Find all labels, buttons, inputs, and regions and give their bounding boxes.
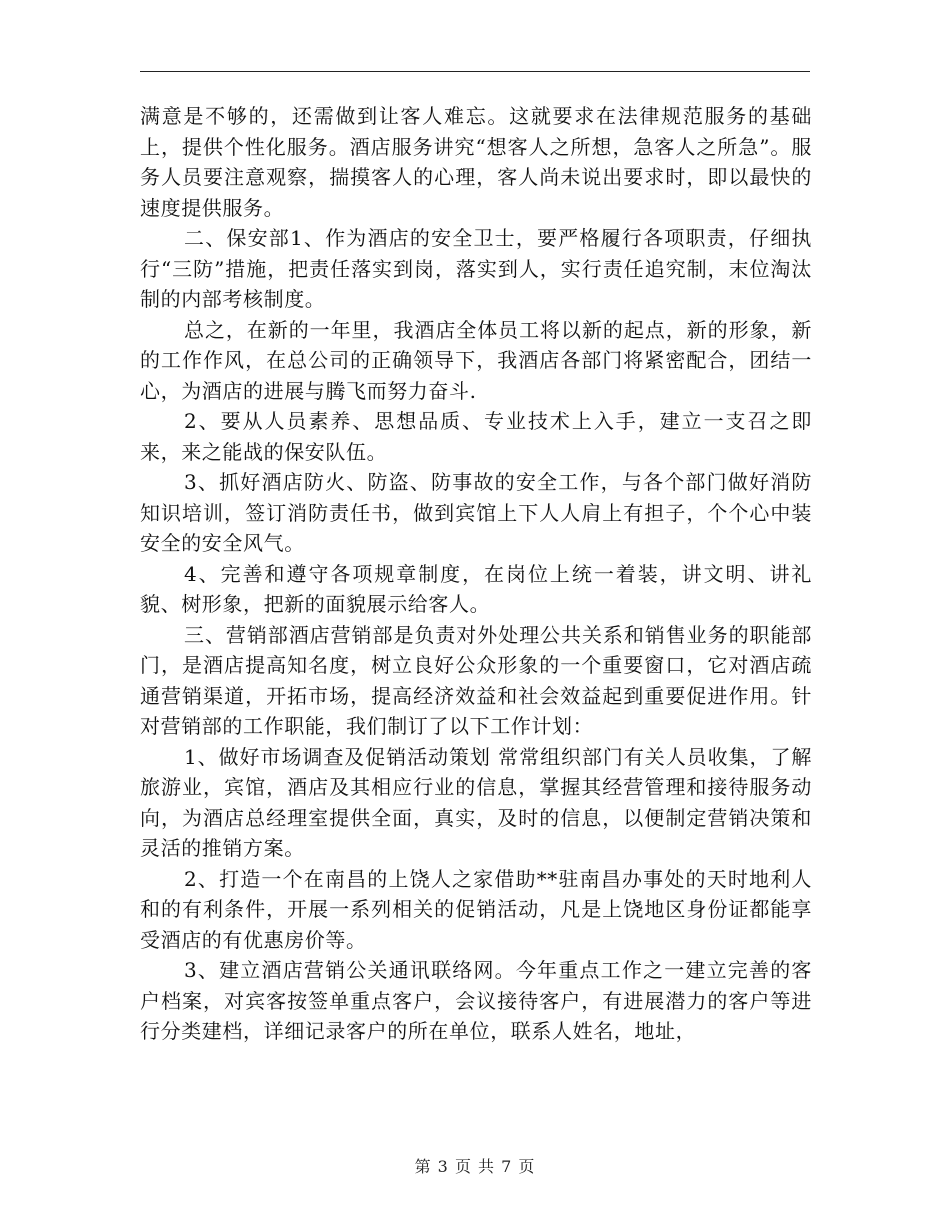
paragraph: 3、建立酒店营销公关通讯联络网。今年重点工作之一建立完善的客户档案，对宾客按签单重点客户，会议接待客户，有进展潜力的客户等进行分类建档，详细记录客户的所在单位，联系人姓名，地址， bbox=[140, 958, 812, 1043]
paragraph: 2、打造一个在南昌的上饶人之家借助**驻南昌办事处的天时地利人和的有利条件，开展一系列相关的促销活动，凡是上饶地区身份证都能享受酒店的有优惠房价等。 bbox=[140, 866, 812, 952]
header-rule bbox=[140, 71, 810, 72]
paragraph: 三、营销部酒店营销部是负责对外处理公共关系和销售业务的职能部门，是酒店提高知名度，树立良好公众形象的一个重要窗口，它对酒店疏通营销渠道，开拓市场，提高经济效益和社会效益起到重要促进作用。针对营销部的工作职能，我们制订了以下工作计划： bbox=[140, 622, 812, 738]
paragraph: 满意是不够的，还需做到让客人难忘。这就要求在法律规范服务的基础上，提供个性化服务。酒店服务讲究“想客人之所想，急客人之所急”。服务人员要注意观察，揣摸客人的心理，客人尚未说出要求时，即以最快的速度提供服务。 bbox=[140, 104, 812, 220]
paragraph: 3、抓好酒店防火、防盗、防事故的安全工作，与各个部门做好消防知识培训，签订消防责任书，做到宾馆上下人人肩上有担子，个个心中装安全的安全风气。 bbox=[140, 470, 812, 555]
paragraph: 总之，在新的一年里，我酒店全体员工将以新的起点，新的形象，新的工作作风，在总公司的正确领导下，我酒店各部门将紧密配合，团结一心，为酒店的进展与腾飞而努力奋斗. bbox=[140, 317, 812, 403]
paragraph: 4、完善和遵守各项规章制度，在岗位上统一着装，讲文明、讲礼貌、树形象，把新的面貌展示给客人。 bbox=[140, 561, 812, 616]
paragraph: 二、保安部1、作为酒店的安全卫士，要严格履行各项职责，仔细执行“三防”措施，把责任落实到岗，落实到人，实行责任追究制，末位淘汰制的内部考核制度。 bbox=[140, 226, 812, 311]
paragraph: 1、做好市场调查及促销活动策划 常常组织部门有关人员收集，了解旅游业，宾馆，酒店及其相应行业的信息，掌握其经营管理和接待服务动向，为酒店总经理室提供全面，真实，及时的信息，以便制定营销决策和灵活的推销方案。 bbox=[140, 744, 812, 860]
document-body bbox=[140, 101, 812, 1047]
page-number-footer: 第 3 页 共 7 页 bbox=[414, 1157, 536, 1176]
paragraph: 2、要从人员素养、思想品质、专业技术上入手，建立一支召之即来，来之能战的保安队伍。 bbox=[140, 409, 812, 464]
